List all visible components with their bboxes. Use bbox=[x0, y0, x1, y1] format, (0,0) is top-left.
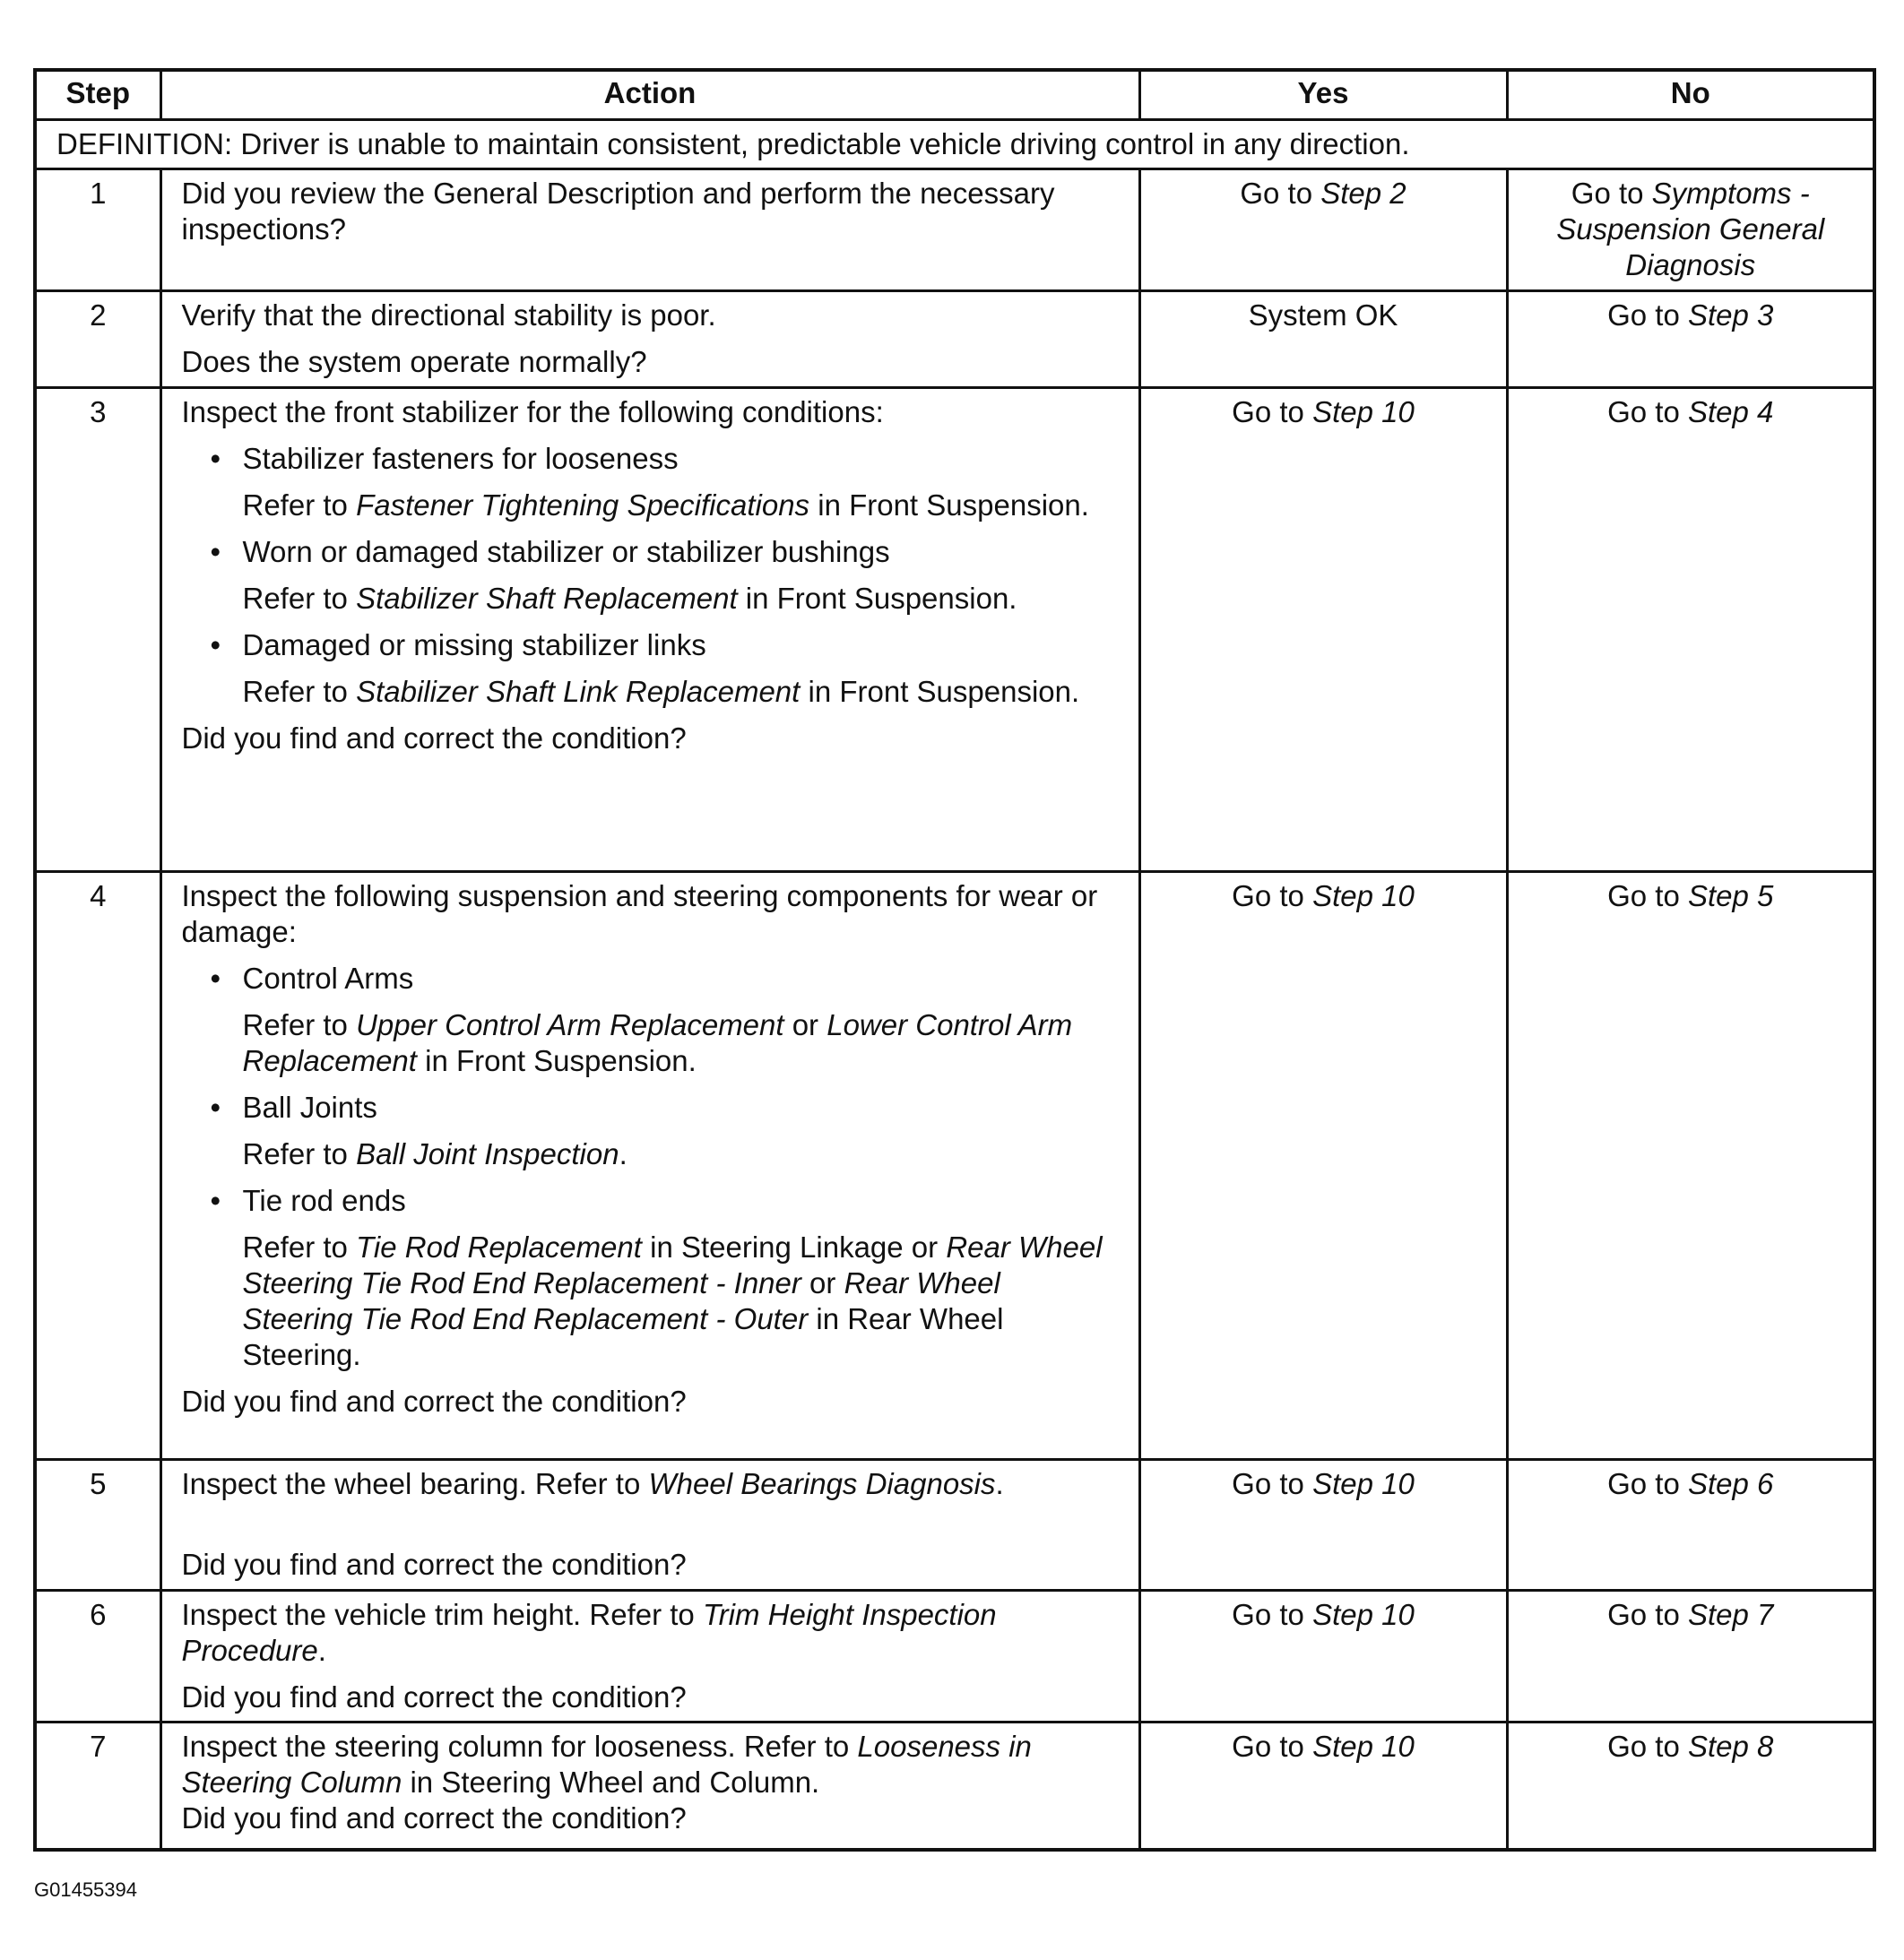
yes-cell bbox=[1139, 291, 1507, 388]
action-text bbox=[182, 1466, 1119, 1502]
action-intro: Inspect the following suspension and steering components for wear or damage: bbox=[181, 879, 1098, 948]
ref-link[interactable]: Wheel Bearings Diagnosis bbox=[648, 1467, 996, 1500]
no-cell bbox=[1507, 1460, 1874, 1591]
action-prefix: Inspect the wheel bearing. Refer to bbox=[181, 1467, 649, 1500]
action-text bbox=[182, 1597, 1119, 1669]
action-question: Did you find and correct the condition? bbox=[181, 1801, 687, 1835]
ref-link[interactable]: Stabilizer Shaft Replacement bbox=[356, 582, 738, 615]
action-suffix: . bbox=[317, 1634, 326, 1667]
go-to-label: Go to bbox=[1607, 1730, 1680, 1763]
no-cell bbox=[1507, 1591, 1874, 1723]
bullet-item: • Tie rod ends bbox=[182, 1183, 1119, 1219]
ref-link[interactable]: Fastener Tightening Specifications bbox=[356, 488, 810, 522]
bullet-item: • Worn or damaged stabilizer or stabilizer bushings bbox=[182, 534, 1119, 570]
action-suffix: . bbox=[995, 1467, 1004, 1500]
action-cell bbox=[160, 169, 1139, 291]
ref-link[interactable]: Trim Height Inspection Procedure bbox=[181, 1598, 997, 1667]
bullet-item: • Stabilizer fasteners for looseness bbox=[182, 441, 1119, 477]
go-to-label: Go to bbox=[1607, 879, 1680, 912]
header-yes: Yes bbox=[1139, 70, 1507, 120]
step-link[interactable]: Step 6 bbox=[1687, 1467, 1774, 1500]
ref-link[interactable]: Lower Control Arm Replacement bbox=[242, 1008, 1073, 1077]
action-text: Verify that the directional stability is poor. bbox=[181, 298, 716, 332]
reference-text bbox=[182, 1230, 1119, 1373]
action-question: Does the system operate normally? bbox=[181, 345, 647, 378]
ref-suffix: in Rear Wheel Steering. bbox=[242, 1302, 1004, 1371]
step-number: 4 bbox=[35, 872, 160, 1460]
yes-cell bbox=[1139, 169, 1507, 291]
ref-suffix: in Front Suspension. bbox=[737, 582, 1017, 615]
table-row bbox=[35, 1723, 1874, 1850]
go-to-label: Go to bbox=[1232, 1598, 1304, 1631]
ref-suffix: . bbox=[619, 1137, 627, 1170]
diagnostic-table bbox=[33, 68, 1876, 1852]
header-action: Action bbox=[160, 70, 1139, 120]
yes-cell bbox=[1139, 1591, 1507, 1723]
ref-suffix: in Front Suspension. bbox=[809, 488, 1089, 522]
action-cell bbox=[160, 1723, 1139, 1850]
ref-prefix: Refer to bbox=[242, 1230, 357, 1264]
go-to-label: Go to bbox=[1607, 298, 1680, 332]
step-number: 3 bbox=[35, 388, 160, 872]
step-link[interactable]: Step 10 bbox=[1312, 879, 1415, 912]
ref-suffix: in Front Suspension. bbox=[416, 1044, 697, 1077]
table-row bbox=[35, 169, 1874, 291]
go-to-label: Go to bbox=[1571, 177, 1644, 210]
bullet-item: • Ball Joints bbox=[182, 1090, 1119, 1126]
no-cell bbox=[1507, 872, 1874, 1460]
no-cell bbox=[1507, 388, 1874, 872]
ref-link[interactable]: Looseness in Steering Column bbox=[181, 1730, 1032, 1799]
yes-cell bbox=[1139, 388, 1507, 872]
step-link[interactable]: Step 3 bbox=[1687, 298, 1774, 332]
action-suffix: in Steering Wheel and Column. bbox=[402, 1766, 820, 1799]
bullet-item: • Control Arms bbox=[182, 961, 1119, 997]
bullet-item: • Damaged or missing stabilizer links bbox=[182, 627, 1119, 663]
ref-middle: or bbox=[801, 1266, 844, 1299]
ref-middle: or bbox=[783, 1008, 827, 1041]
step-number: 1 bbox=[35, 169, 160, 291]
step-link[interactable]: Step 2 bbox=[1320, 177, 1406, 210]
action-prefix: Inspect the steering column for looseness. Refer to bbox=[181, 1730, 858, 1763]
table-row bbox=[35, 1591, 1874, 1723]
action-question: Did you find and correct the condition? bbox=[181, 1385, 687, 1418]
go-to-label: Go to bbox=[1232, 879, 1304, 912]
step-link[interactable]: Step 10 bbox=[1312, 1730, 1415, 1763]
ref-prefix: Refer to bbox=[242, 675, 357, 708]
ref-link[interactable]: Upper Control Arm Replacement bbox=[356, 1008, 784, 1041]
go-to-label: Go to bbox=[1607, 1467, 1680, 1500]
step-link[interactable]: Step 10 bbox=[1312, 395, 1415, 428]
ref-link[interactable]: Tie Rod Replacement bbox=[356, 1230, 642, 1264]
yes-result: System OK bbox=[1248, 298, 1398, 332]
yes-cell bbox=[1139, 1723, 1507, 1850]
step-number: 6 bbox=[35, 1591, 160, 1723]
image-id-label: G01455394 bbox=[34, 1878, 137, 1901]
go-to-label: Go to bbox=[1607, 395, 1680, 428]
ref-suffix: in Front Suspension. bbox=[800, 675, 1080, 708]
action-question: Did you find and correct the condition? bbox=[181, 1680, 687, 1714]
no-cell bbox=[1507, 291, 1874, 388]
action-cell bbox=[160, 388, 1139, 872]
reference-text bbox=[182, 674, 1119, 710]
go-to-label: Go to bbox=[1240, 177, 1313, 210]
yes-cell bbox=[1139, 1460, 1507, 1591]
table-row bbox=[35, 388, 1874, 872]
ref-prefix: Refer to bbox=[242, 1137, 357, 1170]
header-row bbox=[35, 70, 1874, 120]
definition-text: DEFINITION: Driver is unable to maintain consistent, predictable vehicle driving control in any direction. bbox=[35, 120, 1874, 169]
step-link[interactable]: Step 10 bbox=[1312, 1598, 1415, 1631]
reference-text bbox=[182, 1136, 1119, 1172]
reference-text bbox=[182, 581, 1119, 617]
action-text bbox=[182, 1729, 1119, 1800]
header-no: No bbox=[1507, 70, 1874, 120]
action-intro: Inspect the front stabilizer for the following conditions: bbox=[181, 395, 884, 428]
action-cell bbox=[160, 1591, 1139, 1723]
step-number: 5 bbox=[35, 1460, 160, 1591]
step-number: 2 bbox=[35, 291, 160, 388]
ref-middle: in Steering Linkage or bbox=[641, 1230, 947, 1264]
definition-row bbox=[35, 120, 1874, 169]
action-text: Did you review the General Description and perform the necessary inspections? bbox=[181, 177, 1055, 246]
action-question: Did you find and correct the condition? bbox=[181, 1548, 687, 1581]
step-number: 7 bbox=[35, 1723, 160, 1850]
action-cell bbox=[160, 291, 1139, 388]
step-link[interactable]: Step 10 bbox=[1312, 1467, 1415, 1500]
reference-text bbox=[182, 1007, 1119, 1079]
step-link[interactable]: Step 7 bbox=[1687, 1598, 1774, 1631]
ref-link[interactable]: Stabilizer Shaft Link Replacement bbox=[356, 675, 801, 708]
go-to-label: Go to bbox=[1232, 1467, 1304, 1500]
table-row bbox=[35, 1460, 1874, 1591]
table-row bbox=[35, 872, 1874, 1460]
action-prefix: Inspect the vehicle trim height. Refer to bbox=[181, 1598, 703, 1631]
action-cell bbox=[160, 1460, 1139, 1591]
symptoms-link[interactable]: Symptoms - Suspension General Diagnosis bbox=[1556, 177, 1825, 281]
go-to-label: Go to bbox=[1607, 1598, 1680, 1631]
ref-link[interactable]: Ball Joint Inspection bbox=[356, 1137, 619, 1170]
ref-prefix: Refer to bbox=[242, 582, 357, 615]
ref-prefix: Refer to bbox=[242, 1008, 357, 1041]
header-step: Step bbox=[35, 70, 160, 120]
no-cell bbox=[1507, 169, 1874, 291]
table-row bbox=[35, 291, 1874, 388]
step-link[interactable]: Step 8 bbox=[1687, 1730, 1774, 1763]
ref-prefix: Refer to bbox=[242, 488, 357, 522]
go-to-label: Go to bbox=[1232, 395, 1304, 428]
action-cell bbox=[160, 872, 1139, 1460]
no-cell bbox=[1507, 1723, 1874, 1850]
ref-link[interactable]: Rear Wheel Steering Tie Rod End Replacement - Outer bbox=[242, 1266, 1000, 1335]
action-question: Did you find and correct the condition? bbox=[181, 721, 687, 755]
step-link[interactable]: Step 4 bbox=[1687, 395, 1774, 428]
step-link[interactable]: Step 5 bbox=[1687, 879, 1774, 912]
yes-cell bbox=[1139, 872, 1507, 1460]
reference-text bbox=[182, 488, 1119, 523]
ref-link[interactable]: Rear Wheel Steering Tie Rod End Replacement - Inner bbox=[242, 1230, 1103, 1299]
go-to-label: Go to bbox=[1232, 1730, 1304, 1763]
